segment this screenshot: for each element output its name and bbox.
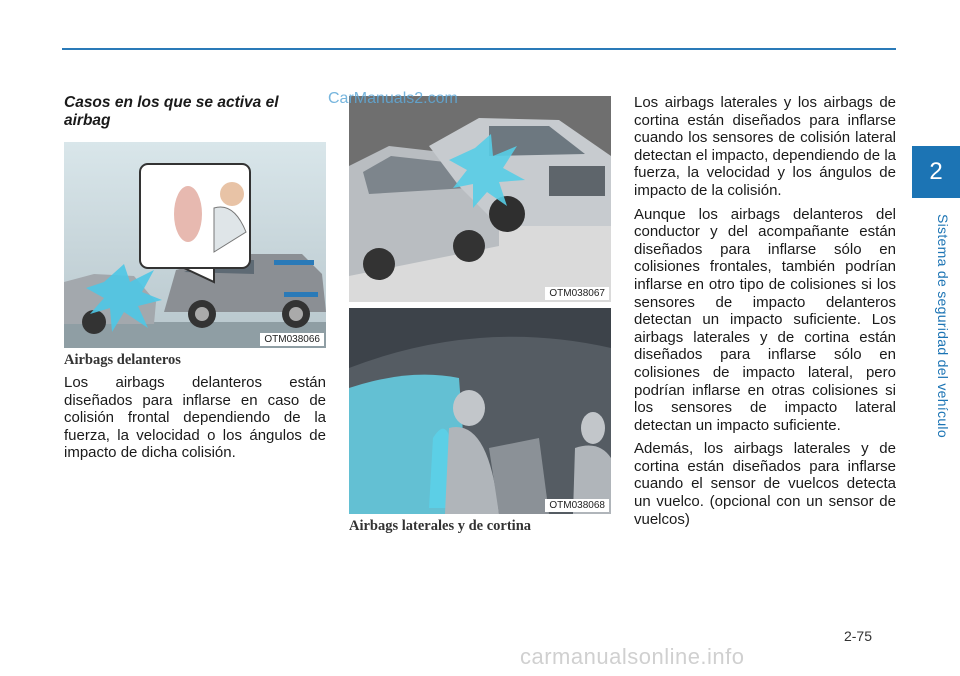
paragraph: Aunque los airbags delanteros del conductor y del acompañante están diseñados para inflarse sólo en colisiones frontales, también podrían inflarse en otro tipo de colisiones si los sensores de impacto delanteros detectan un impacto suficiente. Los airbags laterales y de cortina están diseñados para inflarse sólo en colisiones de impacto lateral, pero podrían inflarse en otras colisiones si los sensores de impacto lateral detectan un impacto suficiente. (634, 205, 896, 434)
section-heading: Casos en los que se activa el airbag (64, 94, 279, 129)
side-collision-illustration (349, 96, 611, 302)
top-rule (62, 48, 896, 50)
paragraph: Los airbags laterales y los airbags de cortina están diseñados para inflarse cuando los sensores de colisión lateral detectan el impacto, dependiendo de la fuerza, la velocidad y los ángulos de impacto de la colisión. (634, 94, 896, 199)
side-collision-image (349, 96, 611, 302)
paragraph: Además, los airbags laterales y de cortina están diseñados para inflarse cuando el sensor de vuelcos detecta un vuelco. (opcional con un sensor de vuelcos) (634, 440, 896, 528)
page-number: 2-75 (843, 628, 872, 644)
chapter-title: Sistema de seguridad del vehículo (935, 214, 951, 438)
front-airbag-image (64, 142, 326, 348)
watermark: CarManuals2.com (328, 90, 458, 107)
curtain-airbag-illustration (349, 308, 611, 514)
front-airbag-text: Los airbags delanteros están diseñados para inflarse en caso de colisión frontal dependiendo de la fuerza, la velocidad o los ángulos de impacto de dicha colisión. (64, 374, 326, 462)
chapter-number: 2 (929, 158, 943, 185)
curtain-airbag-image (349, 308, 611, 514)
left-column (64, 94, 326, 130)
front-airbag-section (64, 352, 326, 462)
chapter-tab (912, 146, 960, 198)
figure-code: OTM038066 (260, 333, 324, 346)
figure-code: OTM038068 (545, 499, 609, 512)
side-curtain-caption: Airbags laterales y de cortina (349, 518, 532, 534)
footer-watermark: carmanualsonline.info (520, 644, 745, 669)
front-airbag-illustration (64, 142, 326, 348)
right-column (634, 94, 896, 534)
figure-code: OTM038067 (545, 287, 609, 300)
front-airbag-subheading: Airbags delanteros (64, 352, 181, 368)
